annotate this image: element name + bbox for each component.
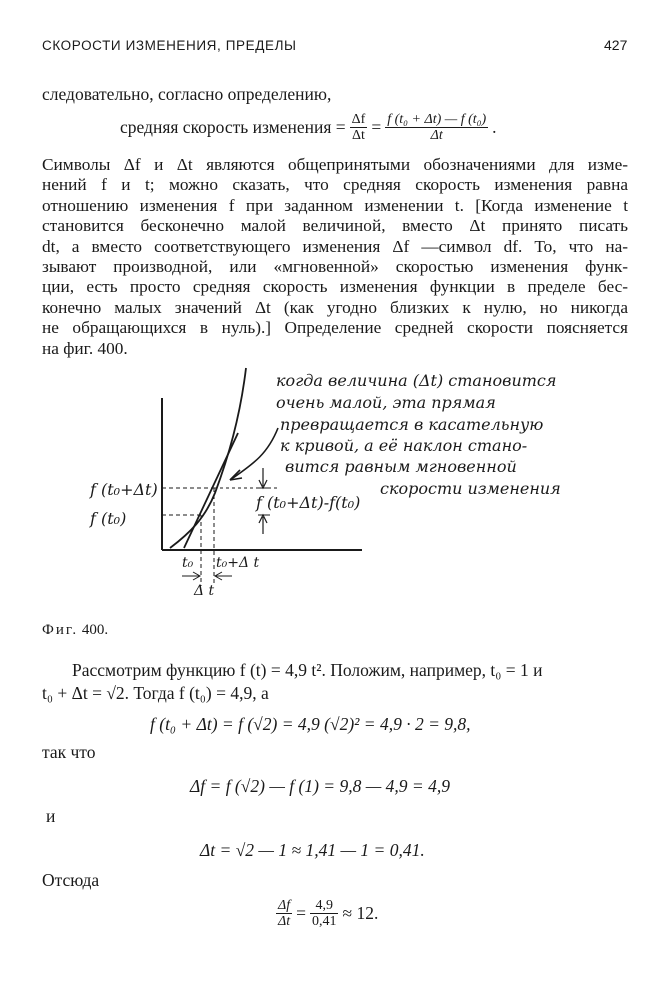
- paragraph-line: на фиг. 400.: [42, 338, 128, 358]
- paragraph-line: ции, есть просто средняя скорость изменения функции в пределе бес-: [42, 277, 628, 297]
- function-curve: [170, 368, 246, 548]
- figure-caption: [42, 622, 108, 639]
- so-that-text: так что: [42, 742, 96, 762]
- frac-den: 0,41: [311, 914, 337, 929]
- paragraph-line: становится бесконечно малой величиной, вместо Δt принято писать: [42, 216, 628, 236]
- hence-text: Отсюда: [42, 870, 100, 890]
- paragraph-line: зывают производной, или «мгновенной» скоростью изменения функ-: [42, 257, 628, 277]
- equation-2: Δf = f (√2) — f (1) = 9,8 — 4,9 = 4,9: [190, 776, 450, 796]
- fraction-values: [310, 898, 339, 929]
- caption-prefix: Фиг.: [42, 622, 79, 638]
- note-line: вится равным мгновенной: [285, 457, 517, 476]
- label-t0-dt: t₀+Δ t: [216, 555, 260, 571]
- frac-num: f (t₀ + Δt) — f (t₀): [387, 112, 487, 127]
- label-delta-t: Δ t: [194, 583, 215, 599]
- frac-num: Δf: [351, 112, 366, 127]
- note-arrow-head: [230, 470, 242, 480]
- fraction-delta-ratio: [276, 898, 292, 929]
- fraction-difference: [385, 112, 488, 143]
- frac-num: 4,9: [310, 898, 339, 914]
- note-line: к кривой, а её наклон стано-: [280, 436, 528, 455]
- paragraph-line: конечно малых значений Δt (как угодно близких к нулю, но никогда: [42, 297, 628, 317]
- fraction-delta: [350, 112, 368, 143]
- eq4-result: ≈ 12.: [342, 903, 379, 923]
- running-header: СКОРОСТИ ИЗМЕНЕНИЯ, ПРЕДЕЛЫ: [42, 38, 297, 53]
- frac-num: Δf: [278, 898, 291, 913]
- example-line-1: Рассмотрим функцию f (t) = 4,9 t². Положим, например, t₀ = 1 и: [72, 660, 543, 680]
- paragraph-line: Символы Δf и Δt являются общепринятыми обозначениями для изме-: [42, 155, 628, 174]
- label-delta-f: f (t₀+Δt)-f(t₀): [256, 493, 361, 512]
- intro-line: следовательно, согласно определению,: [42, 84, 332, 104]
- figure-400: [80, 358, 600, 608]
- average-rate-formula: средняя скорость изменения = $\frac{\Delta f}{\Delta t}$ = $\frac{\text{f (t₀ + Δt) — f (t₀)}}{\Delta t}$ .: [120, 112, 497, 143]
- and-text: и: [46, 806, 56, 826]
- paragraph-line: отношению изменения f при заданном изменении t. [Когда изменение t: [42, 195, 628, 215]
- definition-paragraph: [42, 155, 628, 359]
- paragraph-line: не обращающихся в нуль).] Определение средней скорости поясняется: [42, 318, 628, 338]
- caption-number: 400.: [81, 622, 109, 638]
- page-number: 427: [604, 37, 628, 53]
- label-t0: t₀: [182, 555, 194, 571]
- paragraph-line: dt, а вместо соответствующего изменения Δf —символ df. То, что на-: [42, 236, 628, 256]
- avg-label: средняя скорость изменения =: [120, 117, 346, 137]
- paragraph-line: нений f и t; можно сказать, что средняя скорость изменения равна: [42, 175, 628, 195]
- frac-den: Δt: [430, 128, 443, 143]
- note-line: очень малой, эта прямая: [276, 393, 496, 412]
- frac-den: Δt: [278, 914, 291, 929]
- note-line: превращается в касательную: [280, 415, 544, 434]
- example-line-2: t₀ + Δt = √2. Тогда f (t₀) = 4,9, а: [42, 683, 269, 703]
- equation-4: $\frac{\Delta f}{\Delta t}$ = $\frac{4,9}{0,41}$ ≈ 12.: [278, 898, 379, 929]
- label-f-t0-dt: f (t₀+Δt): [90, 480, 158, 499]
- frac-den: Δt: [352, 128, 365, 143]
- note-line: когда величина (Δt) становится: [276, 371, 557, 390]
- label-f-t0: f (t₀): [90, 509, 127, 528]
- equation-1: f (t₀ + Δt) = f (√2) = 4,9 (√2)² = 4,9 · 2 = 9,8,: [150, 714, 471, 734]
- secant-line: [184, 433, 238, 548]
- equation-3: Δt = √2 — 1 ≈ 1,41 — 1 = 0,41.: [200, 840, 425, 860]
- note-line: скорости изменения: [380, 479, 561, 498]
